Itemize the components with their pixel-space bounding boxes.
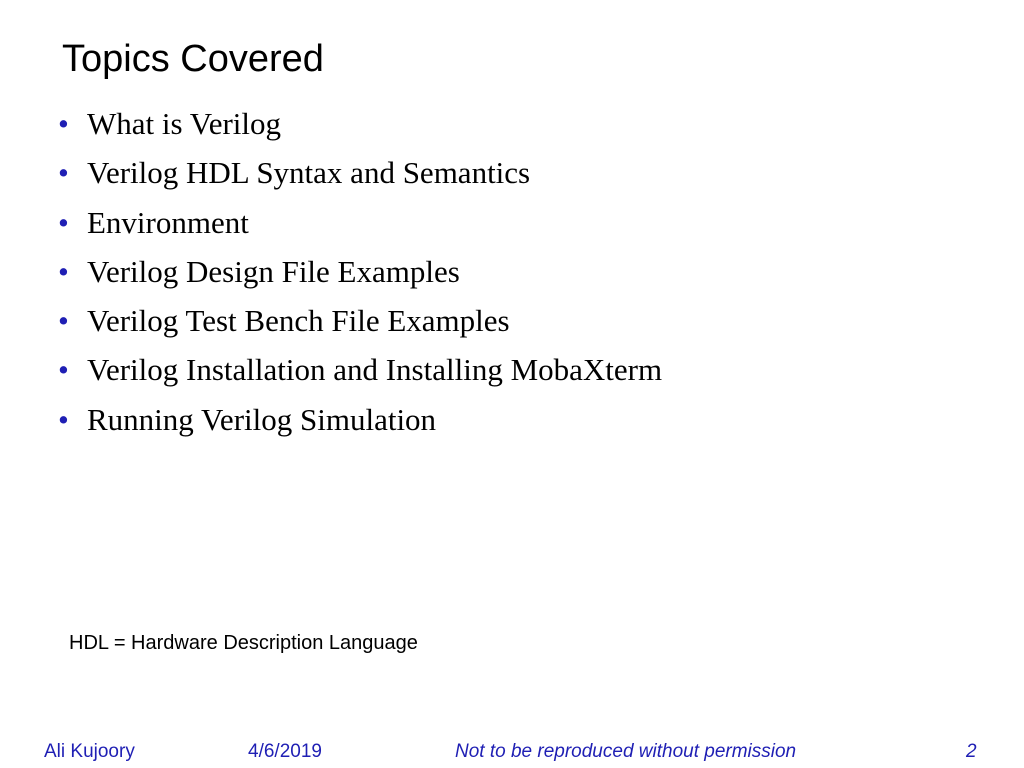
bullet-icon: • [58, 204, 69, 240]
bullet-icon: • [58, 155, 69, 191]
topic-item [58, 352, 662, 401]
topic-label: Verilog Installation and Installing MobaXterm [87, 352, 663, 388]
footer-page-number: 2 [966, 741, 977, 762]
footer-author: Ali Kujoory [44, 741, 135, 762]
topic-label: Verilog Design File Examples [87, 253, 460, 289]
topic-label: Running Verilog Simulation [87, 401, 437, 437]
slide-title: Topics Covered [62, 38, 324, 80]
topic-item [58, 402, 662, 451]
topic-item [58, 254, 662, 303]
topic-list [58, 106, 662, 451]
bullet-icon: • [58, 303, 69, 339]
footer-copyright-notice: Not to be reproduced without permission [455, 741, 797, 762]
topic-item [58, 155, 662, 204]
bullet-icon: • [58, 352, 69, 388]
topic-item [58, 303, 662, 352]
bullet-icon: • [58, 401, 69, 437]
hdl-definition-note: HDL = Hardware Description Language [69, 632, 418, 654]
topic-item [58, 205, 662, 254]
footer-date: 4/6/2019 [248, 741, 322, 762]
topic-item [58, 106, 662, 155]
topic-label: What is Verilog [87, 106, 282, 141]
topic-label: Verilog HDL Syntax and Semantics [87, 155, 531, 191]
topic-label: Verilog Test Bench File Examples [87, 303, 510, 339]
topic-label: Environment [87, 204, 249, 240]
bullet-icon: • [58, 253, 69, 289]
bullet-icon: • [58, 106, 69, 141]
